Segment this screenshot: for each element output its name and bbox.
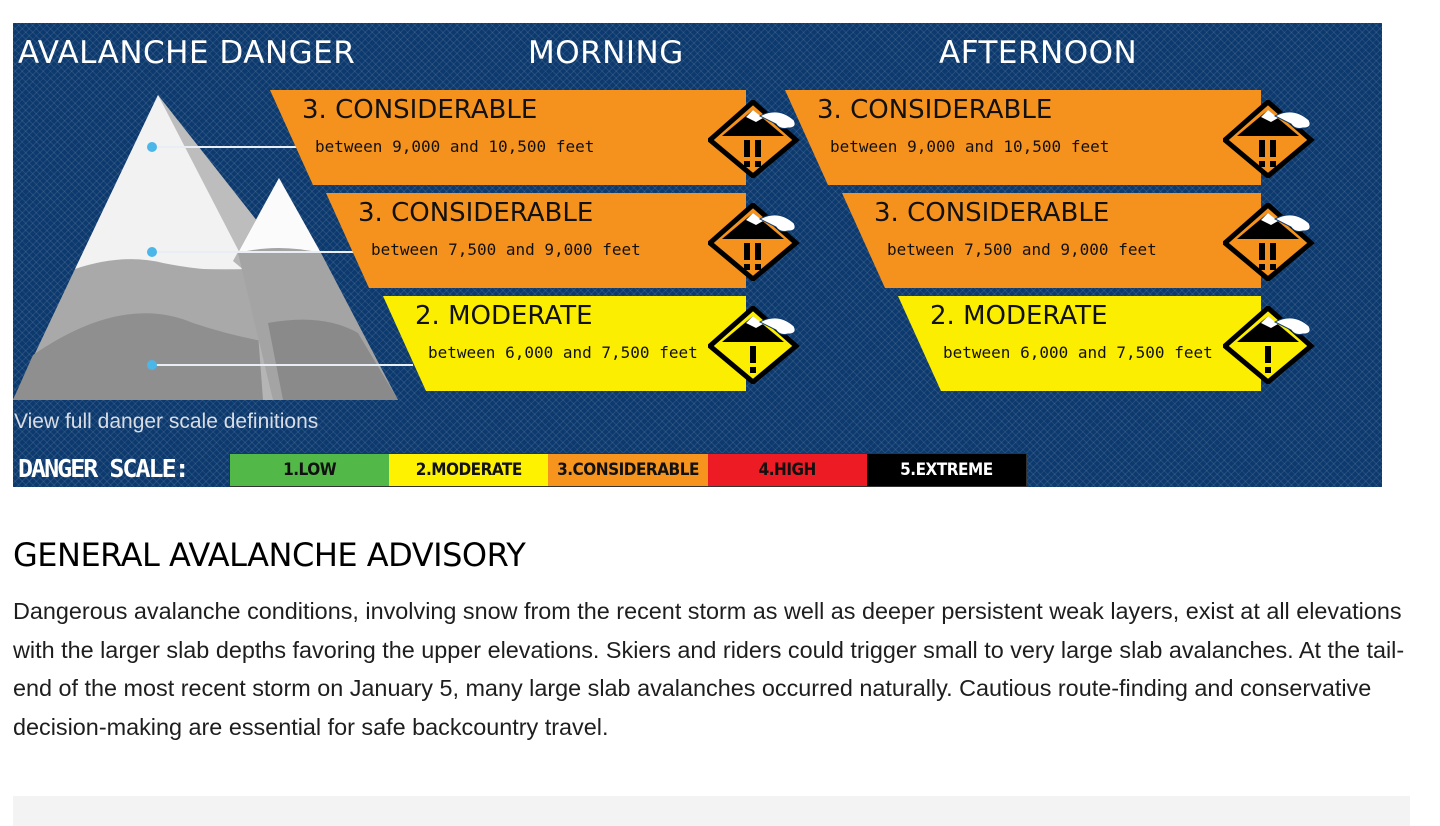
- afternoon-band-middle: [842, 193, 1320, 288]
- scale-extreme: 5.EXTREME: [867, 454, 1026, 486]
- banner-title: AVALANCHE DANGER: [18, 35, 356, 71]
- considerable-danger-icon: [708, 203, 800, 281]
- elevation-range: between 6,000 and 7,500 feet: [428, 343, 698, 362]
- elevation-range: between 9,000 and 10,500 feet: [315, 137, 595, 156]
- danger-scale-definitions-link[interactable]: View full danger scale definitions: [14, 410, 319, 433]
- elevation-range: between 9,000 and 10,500 feet: [830, 137, 1110, 156]
- considerable-danger-icon: [1223, 203, 1315, 281]
- afternoon-band-lower: [898, 296, 1320, 391]
- morning-header: MORNING: [528, 35, 684, 71]
- danger-level-label: 3. CONSIDERABLE: [874, 198, 1110, 228]
- avalanche-danger-banner: [13, 23, 1382, 487]
- danger-scale-bar: [229, 453, 1027, 487]
- scale-considerable: 3.CONSIDERABLE: [548, 454, 707, 486]
- next-section-container: [13, 796, 1410, 826]
- elevation-range: between 6,000 and 7,500 feet: [943, 343, 1213, 362]
- elevation-range: between 7,500 and 9,000 feet: [371, 240, 641, 259]
- danger-level-label: 2. MODERATE: [930, 301, 1108, 331]
- danger-level-label: 3. CONSIDERABLE: [817, 95, 1053, 125]
- advisory-title: GENERAL AVALANCHE ADVISORY: [13, 536, 526, 574]
- scale-moderate: 2.MODERATE: [389, 454, 548, 486]
- afternoon-band-upper: [785, 90, 1320, 185]
- morning-band-upper: [270, 90, 805, 185]
- danger-level-label: 2. MODERATE: [415, 301, 593, 331]
- moderate-danger-icon: [708, 306, 800, 384]
- danger-level-label: 3. CONSIDERABLE: [358, 198, 594, 228]
- scale-low: 1.LOW: [230, 454, 389, 486]
- morning-band-lower: [383, 296, 805, 391]
- scale-high: 4.HIGH: [708, 454, 867, 486]
- elevation-range: between 7,500 and 9,000 feet: [887, 240, 1157, 259]
- considerable-danger-icon: [1223, 100, 1315, 178]
- moderate-danger-icon: [1223, 306, 1315, 384]
- danger-scale-label: DANGER SCALE:: [18, 454, 188, 483]
- afternoon-header: AFTERNOON: [939, 35, 1138, 71]
- morning-band-middle: [326, 193, 805, 288]
- advisory-body: Dangerous avalanche conditions, involving snow from the recent storm as well as deeper persistent weak layers, exist at all elevations with the larger slab depths favoring the upper elevations. Skiers and riders could trigger small to very large slab avalanches. At the tail-end of the most recent storm on January 5, many large slab avalanches occurred naturally. Cautious route-finding and conservative decision-making are essential for safe backcountry travel.: [13, 598, 1405, 741]
- danger-level-label: 3. CONSIDERABLE: [302, 95, 538, 125]
